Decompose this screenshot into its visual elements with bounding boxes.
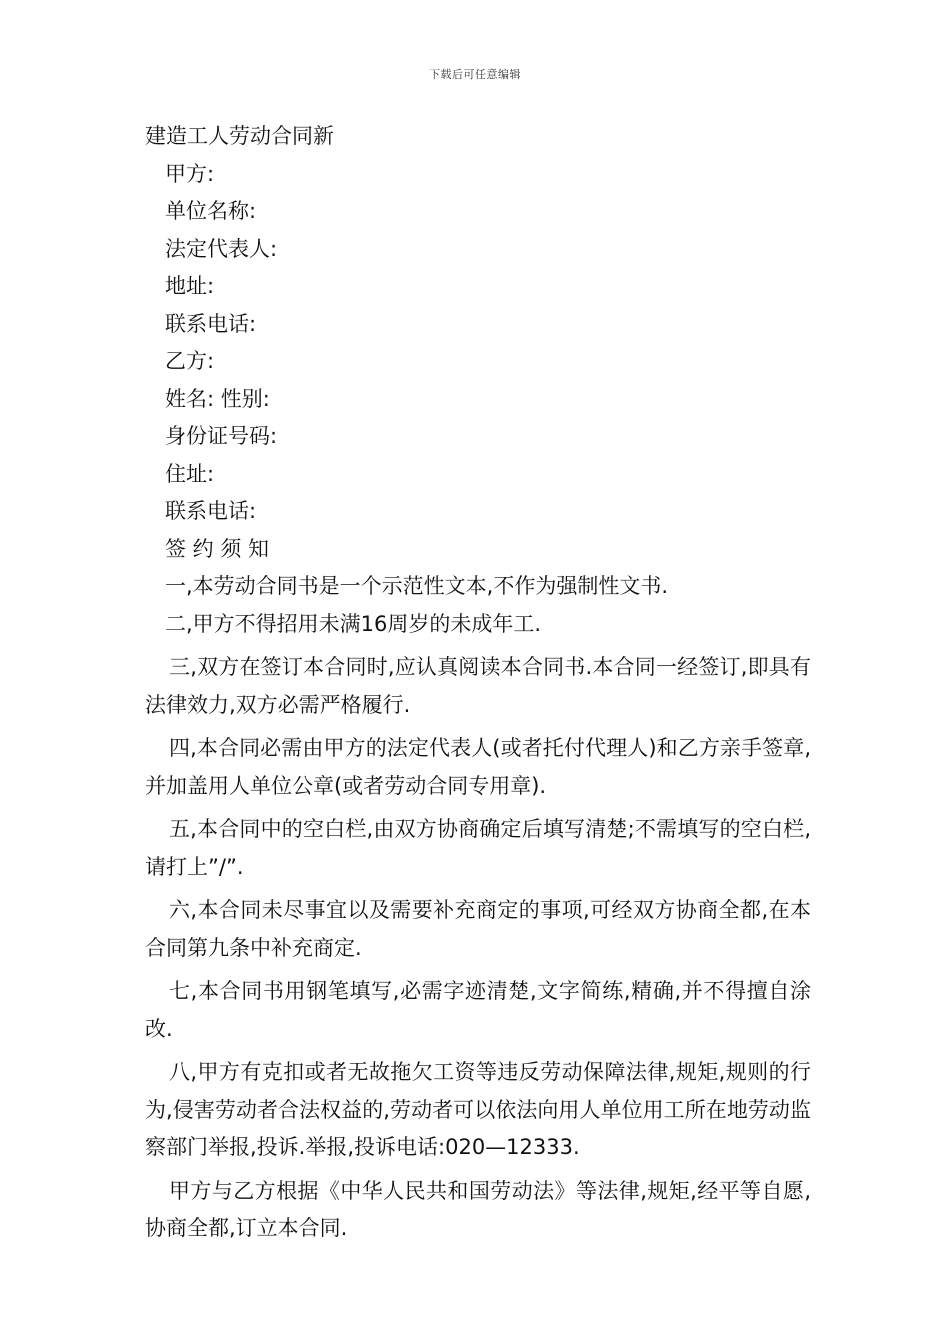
- notice-heading: 签 约 须 知: [165, 536, 270, 561]
- notice-item-3: 三,双方在签订本合同时,应认真阅读本合同书.本合同一经签订,即具有法律效力,双方必需严格履行.: [145, 655, 811, 717]
- party-a-legal-rep: 法定代表人:: [165, 236, 278, 261]
- notice-item-1: 一,本劳动合同书是一个示范性文本,不作为强制性文书.: [165, 574, 669, 598]
- party-b-address: 住址:: [165, 461, 215, 486]
- notice-item-2: 二,甲方不得招用未满16周岁的未成年工.: [165, 611, 542, 636]
- party-a-address: 地址:: [165, 274, 215, 298]
- party-b-name-gender: 姓名: 性别:: [165, 386, 270, 411]
- page-header-note: 下载后可任意编辑: [429, 68, 521, 81]
- notice-item-8: 八,甲方有克扣或者无故拖欠工资等违反劳动保障法律,规矩,规则的行为,侵害劳动者合法权益的,劳动者可以依法向用人单位用工所在地劳动监察部门举报,投诉.举报,投诉电话:020—12333.: [145, 1060, 811, 1159]
- party-b-label: 乙方:: [165, 349, 215, 373]
- party-b-id-number: 身份证号码:: [165, 424, 278, 448]
- notice-item-5: 五,本合同中的空白栏,由双方协商确定后填写清楚;不需填写的空白栏,请打上”/”.: [145, 817, 811, 879]
- party-a-unit-name: 单位名称:: [165, 199, 257, 223]
- party-a-phone: 联系电话:: [165, 311, 257, 336]
- contract-document: [145, 118, 811, 1248]
- notice-item-4: 四,本合同必需由甲方的法定代表人(或者托付代理人)和乙方亲手签章,并加盖用人单位公章(或者劳动合同专用章).: [145, 736, 811, 798]
- party-b-phone: 联系电话:: [165, 499, 257, 523]
- notice-item-7: 七,本合同书用钢笔填写,必需字迹清楚,文字简练,精确,并不得擅自涂改.: [145, 979, 811, 1041]
- document-title: 建造工人劳动合同新: [145, 124, 334, 148]
- closing-paragraph: 甲方与乙方根据《中华人民共和国劳动法》等法律,规矩,经平等自愿,协商全都,订立本合同.: [145, 1178, 811, 1240]
- party-a-label: 甲方:: [165, 161, 215, 186]
- notice-item-6: 六,本合同未尽事宜以及需要补充商定的事项,可经双方协商全都,在本合同第九条中补充商定.: [145, 898, 811, 960]
